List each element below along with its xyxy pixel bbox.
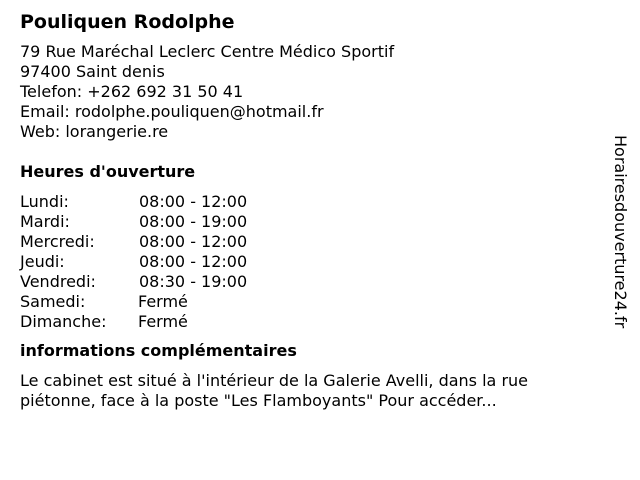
hours-row-monday bbox=[20, 192, 600, 212]
info-title: informations complémentaires bbox=[20, 341, 297, 360]
address-line-2: 97400 Saint denis bbox=[20, 62, 165, 81]
hours-row-sunday bbox=[20, 312, 600, 332]
day-label: Samedi: bbox=[20, 292, 86, 311]
time-value: 08:00 - 19:00 bbox=[139, 212, 248, 231]
hours-table bbox=[20, 192, 600, 332]
address-line-1: 79 Rue Maréchal Leclerc Centre Médico Sportif bbox=[20, 42, 395, 61]
time-value: 08:00 - 12:00 bbox=[139, 192, 248, 211]
time-value: 08:00 - 12:00 bbox=[139, 232, 248, 251]
day-label: Lundi: bbox=[20, 192, 69, 211]
contact-block bbox=[20, 42, 600, 142]
hours-row-tuesday bbox=[20, 212, 600, 232]
business-name: Pouliquen Rodolphe bbox=[20, 11, 235, 33]
hours-row-thursday bbox=[20, 252, 600, 272]
phone-line: Telefon: +262 692 31 50 41 bbox=[20, 82, 244, 101]
hours-row-friday bbox=[20, 272, 600, 292]
site-watermark: Horairesdouverture24.fr bbox=[611, 135, 630, 329]
email-line: Email: rodolphe.pouliquen@hotmail.fr bbox=[20, 102, 324, 121]
day-label: Vendredi: bbox=[20, 272, 96, 291]
time-value: Fermé bbox=[138, 292, 188, 311]
day-label: Mardi: bbox=[20, 212, 70, 231]
day-label: Mercredi: bbox=[20, 232, 95, 251]
web-line: Web: lorangerie.re bbox=[20, 122, 169, 141]
day-label: Jeudi: bbox=[20, 252, 65, 271]
hours-row-wednesday bbox=[20, 232, 600, 252]
time-value: Fermé bbox=[138, 312, 188, 331]
info-text: Le cabinet est situé à l'intérieur de la Galerie Avelli, dans la rue piétonne, face à la poste "Les Flamboyants" Pour accéder... bbox=[20, 371, 528, 410]
time-value: 08:30 - 19:00 bbox=[139, 272, 248, 291]
hours-row-saturday bbox=[20, 292, 600, 312]
business-card bbox=[20, 10, 600, 411]
hours-title: Heures d'ouverture bbox=[20, 162, 196, 181]
day-label: Dimanche: bbox=[20, 312, 107, 331]
time-value: 08:00 - 12:00 bbox=[139, 252, 248, 271]
